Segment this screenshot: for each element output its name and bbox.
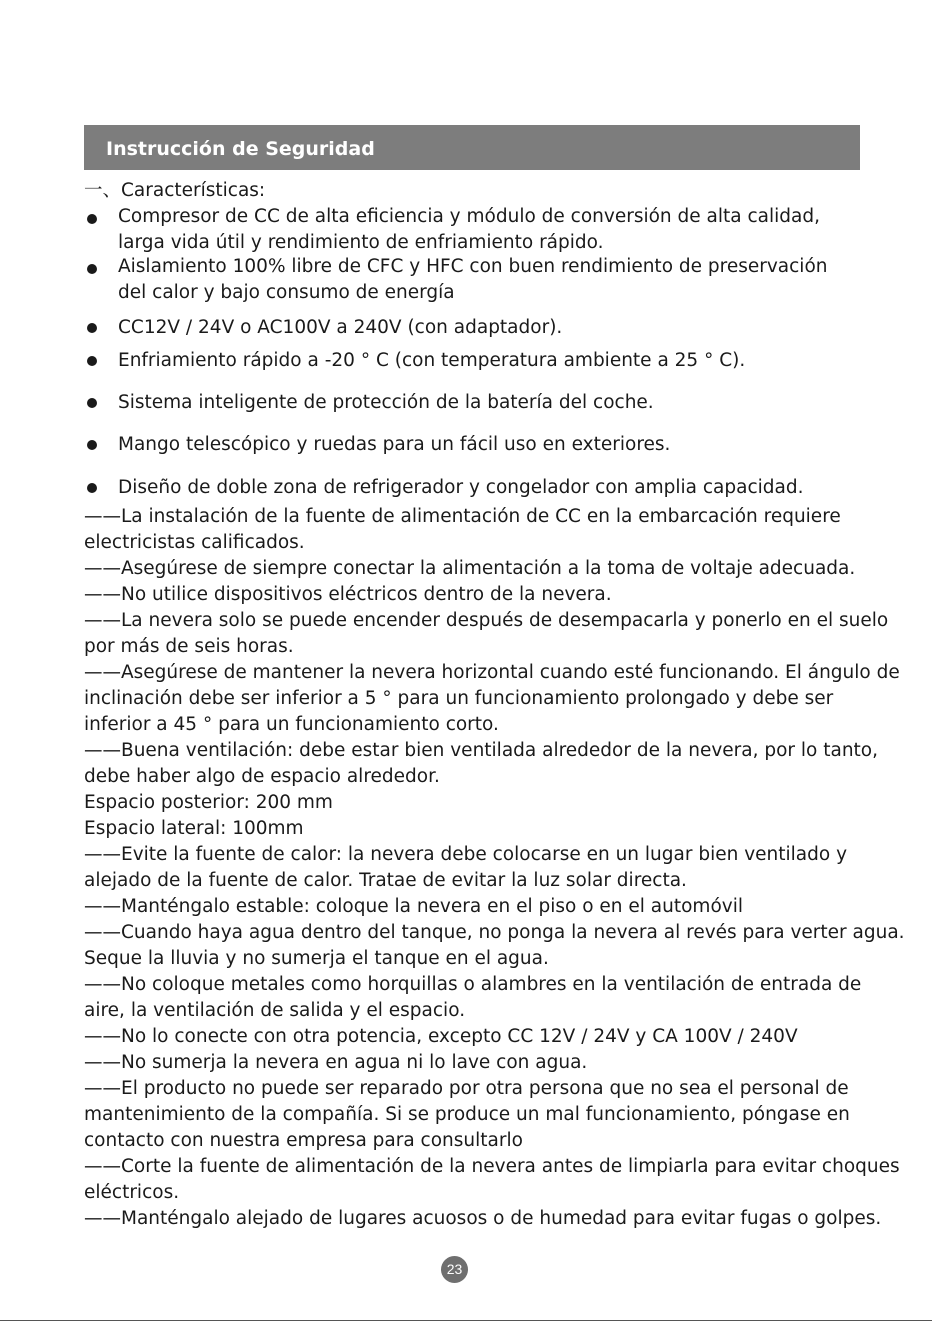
bullet-line: Enfriamiento rápido a -20 ° C (con temperatura ambiente a 25 ° C). [118, 350, 746, 371]
safety-instructions [84, 504, 905, 1232]
text-line: contacto con nuestra empresa para consultarlo [84, 1130, 523, 1151]
text-line: ——No utilice dispositivos eléctricos dentro de la nevera. [84, 584, 612, 605]
bullet-line: CC12V / 24V o AC100V a 240V (con adaptador). [118, 317, 563, 338]
page-number-badge: 23 [441, 1256, 468, 1283]
text-line: ——No coloque metales como horquillas o alambres en la ventilación de entrada de [84, 974, 862, 995]
text-line: ——Asegúrese de siempre conectar la alimentación a la toma de voltaje adecuada. [84, 558, 856, 579]
text-line: ——Corte la fuente de alimentación de la nevera antes de limpiarla para evitar choques [84, 1156, 900, 1177]
feature-bullet [84, 432, 864, 458]
text-line: ——No lo conecte con otra potencia, excepto CC 12V / 24V y CA 100V / 240V [84, 1026, 798, 1047]
text-line: ——Asegúrese de mantener la nevera horizontal cuando esté funcionando. El ángulo de [84, 662, 900, 683]
text-line: mantenimiento de la compañía. Si se produce un mal funcionamiento, póngase en [84, 1104, 850, 1125]
bullet-dot-icon [87, 483, 97, 493]
text-line: ——Buena ventilación: debe estar bien ventilada alrededor de la nevera, por lo tanto, [84, 740, 879, 761]
text-line: ——Cuando haya agua dentro del tanque, no ponga la nevera al revés para verter agua. [84, 922, 905, 943]
bullet-dot-icon [87, 323, 97, 333]
text-line: ——No sumerja la nevera en agua ni lo lave con agua. [84, 1052, 588, 1073]
section-header-title: Instrucción de Seguridad [106, 138, 375, 160]
bullet-dot-icon [87, 214, 97, 224]
feature-bullet [84, 254, 864, 306]
feature-bullet [84, 390, 864, 416]
bullet-line: larga vida útil y rendimiento de enfriamiento rápido. [118, 232, 604, 253]
text-line: inferior a 45 ° para un funcionamiento corto. [84, 714, 499, 735]
text-line: debe haber algo de espacio alrededor. [84, 766, 440, 787]
bullet-dot-icon [87, 264, 97, 274]
text-line: ——La nevera solo se puede encender después de desempacarla y ponerlo en el suelo [84, 610, 889, 631]
text-line: Seque la lluvia y no sumerja el tanque en el agua. [84, 948, 549, 969]
text-line: eléctricos. [84, 1182, 180, 1203]
text-line: inclinación debe ser inferior a 5 ° para un funcionamiento prolongado y debe ser [84, 688, 834, 709]
text-line: Espacio lateral: 100mm [84, 818, 304, 839]
text-line: ——Manténgalo alejado de lugares acuosos o de humedad para evitar fugas o golpes. [84, 1208, 882, 1229]
bullet-line: del calor y bajo consumo de energía [118, 282, 455, 303]
feature-bullet [84, 475, 864, 501]
text-line: ——El producto no puede ser reparado por otra persona que no sea el personal de [84, 1078, 849, 1099]
text-line: ——La instalación de la fuente de alimentación de CC en la embarcación requiere [84, 506, 841, 527]
text-line: alejado de la fuente de calor. Tratae de evitar la luz solar directa. [84, 870, 687, 891]
bullet-line: Aislamiento 100% libre de CFC y HFC con buen rendimiento de preservación [118, 256, 828, 277]
text-line: Espacio posterior: 200 mm [84, 792, 333, 813]
bullet-line: Sistema inteligente de protección de la batería del coche. [118, 392, 654, 413]
text-line: ——Manténgalo estable: coloque la nevera en el piso o en el automóvil [84, 896, 743, 917]
bottom-divider [0, 1320, 932, 1321]
feature-bullet [84, 315, 864, 341]
feature-bullet [84, 348, 864, 374]
bullet-line: Diseño de doble zona de refrigerador y congelador con amplia capacidad. [118, 477, 804, 498]
text-line: electricistas calificados. [84, 532, 305, 553]
bullet-line: Compresor de CC de alta eficiencia y módulo de conversión de alta calidad, [118, 206, 820, 227]
bullet-dot-icon [87, 440, 97, 450]
features-heading: 一、Características: [84, 180, 266, 201]
bullet-dot-icon [87, 356, 97, 366]
text-line: por más de seis horas. [84, 636, 294, 657]
text-line: aire, la ventilación de salida y el espacio. [84, 1000, 466, 1021]
text-line: ——Evite la fuente de calor: la nevera debe colocarse en un lugar bien ventilado y [84, 844, 848, 865]
bullet-dot-icon [87, 398, 97, 408]
section-header-bar [84, 125, 860, 170]
bullet-line: Mango telescópico y ruedas para un fácil uso en exteriores. [118, 434, 671, 455]
feature-bullet [84, 204, 864, 256]
